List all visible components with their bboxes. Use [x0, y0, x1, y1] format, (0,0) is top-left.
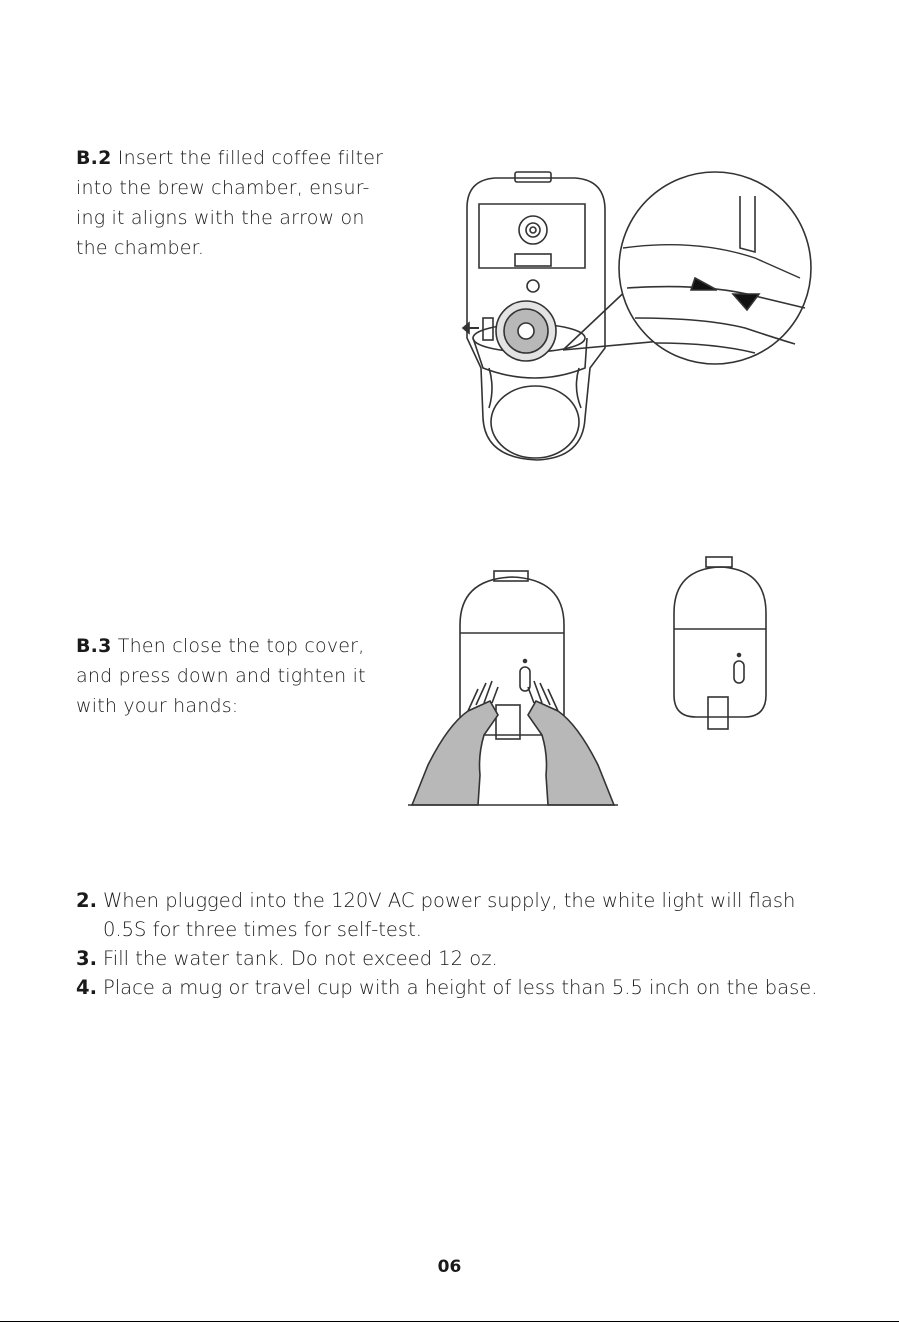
step-number: 3. [76, 947, 97, 970]
step-text: Place a mug or travel cup with a height of less than 5.5 inch on the base. [103, 976, 818, 999]
closed-cover-illustration [668, 555, 772, 731]
instruction-steps [76, 886, 836, 1002]
step-number: 2. [76, 889, 97, 912]
page-number: 06 [437, 1257, 462, 1277]
hands-pressing-cover-illustration [408, 565, 618, 807]
brew-chamber-illustration [455, 168, 825, 468]
list-item [76, 944, 836, 973]
list-item [76, 973, 836, 1002]
section-b2-paragraph [76, 143, 396, 263]
section-b3-label: B.3 [76, 635, 112, 657]
step-text: When plugged into the 120V AC power supply, the white light will flash 0.5S for three times for self-test. [103, 889, 796, 941]
section-b3-paragraph [76, 631, 366, 721]
step-number: 4. [76, 976, 97, 999]
section-b3-text: Then close the top cover, and press down and tighten it with your hands: [76, 635, 366, 717]
list-item [76, 886, 836, 944]
step-text: Fill the water tank. Do not exceed 12 oz. [103, 947, 498, 970]
section-b2-label: B.2 [76, 147, 112, 169]
bottom-divider [0, 1321, 899, 1322]
section-b2-text: Insert the filled coffee filter into the brew chamber, ensur-ing it aligns with the arrow on the chamber. [76, 147, 384, 259]
